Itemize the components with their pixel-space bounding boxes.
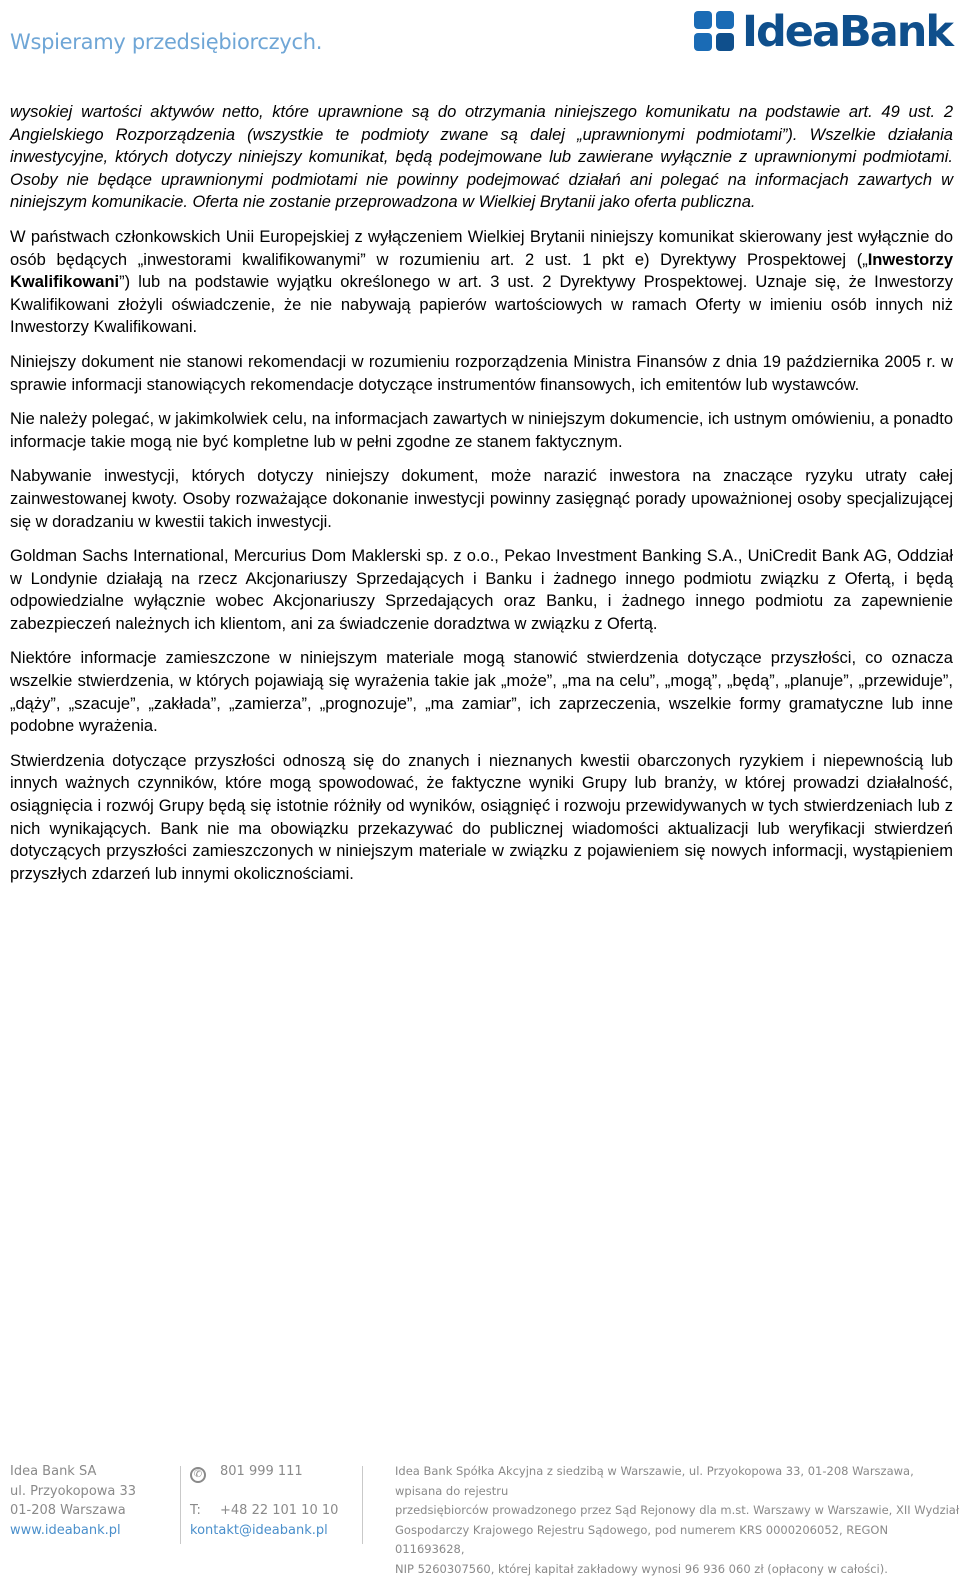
footer-legal-line: NIP 5260307560, której kapitał zakładowy wynosi 96 936 060 zł (opłacony w całości). — [395, 1560, 960, 1579]
footer-city: 01-208 Warszawa — [10, 1501, 180, 1521]
footer-address — [10, 1462, 180, 1540]
paragraph-5: Nabywanie inwestycji, których dotyczy niniejszy dokument, może narazić inwestora na znaczące ryzyku utraty całej zainwestowanej kwoty. Osoby rozważające dokonanie inwestycji powinny zasięgnąć porady upoważnionej osoby specjalizującej się w doradzaniu w kwestii takich inwestycji. — [10, 465, 953, 533]
paragraph-7: Niektóre informacje zamieszczone w niniejszym materiale mogą stanowić stwierdzenia dotyczące przyszłości, co oznacza wszelkie stwierdzenia, w których pojawiają się wyrażenia takie jak „może”, „ma na celu”, „mogą”, „będą”, „planuje”, „przewiduje”, „dąży”, „szacuje”, „zakłada”, „zamierza”, „prognozuje”, „ma zamiar”, ich zaprzeczenia, wszelkie formy gramatyczne lub inne podobne wyrażenia. — [10, 647, 953, 737]
footer-phone: 801 999 111 — [220, 1464, 303, 1479]
footer-divider — [362, 1466, 363, 1544]
footer-contact — [190, 1462, 360, 1540]
footer-divider — [180, 1466, 181, 1544]
paragraph-2 — [10, 226, 953, 339]
page-footer — [0, 1462, 960, 1550]
footer-legal — [395, 1462, 960, 1579]
phone-icon: ✆ — [190, 1467, 206, 1483]
paragraph-6: Goldman Sachs International, Mercurius Dom Maklerski sp. z o.o., Pekao Investment Banking S.A., UniCredit Bank AG, Oddział w Londynie działają na rzecz Akcjonariuszy Sprzedających i Banku i żadnego innego podmiotu związku z Ofertą, i będą odpowiedzialne wyłącznie wobec Akcjonariuszy Sprzedających oraz Banku, i żadnego innego podmiotu za zapewnienie zabezpieczeń należnych ich klientom, ani za świadczenie doradztwa w związku z Ofertą. — [10, 545, 953, 635]
tagline: Wspieramy przedsiębiorczych. — [10, 30, 322, 54]
paragraph-4: Nie należy polegać, w jakimkolwiek celu, na informacjach zawartych w niniejszym dokumencie, ich ustnym omówieniu, a ponadto informacje takie mogą nie być kompletne lub w pełni zgodne ze stanem faktycznym. — [10, 408, 953, 453]
paragraph-2-bold-term: Inwestorzy Kwalifikowani — [10, 251, 953, 292]
paragraph-2-part-1: W państwach członkowskich Unii Europejskiej z wyłączeniem Wielkiej Brytanii niniejszy komunikat skierowany jest wyłącznie do osób będących „inwestorami kwalifikowanymi” w rozumieniu art. 2 ust. 1 pkt e) Dyrektywy Prospektowej („ — [10, 228, 953, 269]
paragraph-8: Stwierdzenia dotyczące przyszłości odnoszą się do znanych i nieznanych kwestii obarczonych ryzykiem i niepewnością lub innych ważnych czynników, które mogą spowodować, że faktyczne wyniki Grupy lub branży, w której prowadzi działalność, osiągnięcia i rozwój Grupy będą się istotnie różniły od wyników, osiągnięć i rozwoju przewidywanych w tych stwierdzeniach lub z nich wynikających. Bank nie ma obowiązku przekazywać do publicznej wiadomości aktualizacji lub weryfikacji stwierdzeń dotyczących przyszłości zamieszczonych w niniejszym materiale w związku z pojawieniem się nowych informacji, wystąpieniem przyszłych zdarzeń lub innymi okolicznościami. — [10, 750, 953, 886]
idea-bank-logo — [694, 8, 952, 56]
paragraph-3: Niniejszy dokument nie stanowi rekomendacji w rozumieniu rozporządzenia Ministra Finansów z dnia 19 października 2005 r. w sprawie informacji stanowiących rekomendacje dotyczące instrumentów finansowych, ich emitentów lub wystawców. — [10, 351, 953, 396]
footer-email-link[interactable]: kontakt@ideabank.pl — [190, 1521, 360, 1541]
footer-tel-label: T: — [190, 1501, 220, 1521]
paragraph-2-part-3: ”) lub na podstawie wyjątku określonego w art. 3 ust. 2 Dyrektywy Prospektowej. Uznaje się, że Inwestorzy Kwalifikowani złożyli oświadczenie, że nie nabywają papierów wartościowych w ramach Oferty w imieniu osób innych niż Inwestorzy Kwalifikowani. — [10, 273, 953, 336]
logo-text: IdeaBank — [742, 11, 952, 54]
page-header — [0, 0, 960, 70]
footer-legal-line: przedsiębiorców prowadzonego przez Sąd Rejonowy dla m.st. Warszawy w Warszawie, XII Wydział — [395, 1501, 960, 1521]
footer-company: Idea Bank SA — [10, 1462, 180, 1482]
footer-street: ul. Przyokopowa 33 — [10, 1482, 180, 1502]
footer-website-link[interactable]: www.ideabank.pl — [10, 1521, 180, 1541]
footer-legal-line: Gospodarczy Krajowego Rejestru Sądowego, pod numerem KRS 0000206052, REGON 011693628, — [395, 1521, 960, 1560]
footer-legal-line: Idea Bank Spółka Akcyjna z siedzibą w Warszawie, ul. Przyokopowa 33, 01-208 Warszawa, wpisana do rejestru — [395, 1462, 960, 1501]
paragraph-1: wysokiej wartości aktywów netto, które uprawnione są do otrzymania niniejszego komunikatu na podstawie art. 49 ust. 2 Angielskiego Rozporządzenia (wszystkie te podmioty zwane są dalej „uprawnionymi podmiotami”). Wszelkie działania inwestycyjne, których dotyczy niniejszy komunikat, będą podejmowane lub zawierane wyłącznie z uprawnionymi podmiotami. Osoby nie będące uprawnionymi podmiotami nie powinny podejmować działań ani polegać na informacjach zawartych w niniejszym komunikacie. Oferta nie zostanie przeprowadzona w Wielkiej Brytanii jako oferta publiczna. — [10, 101, 953, 214]
document-body — [10, 101, 953, 897]
logo-mark-icon — [694, 11, 736, 53]
footer-tel: +48 22 101 10 10 — [220, 1503, 338, 1518]
